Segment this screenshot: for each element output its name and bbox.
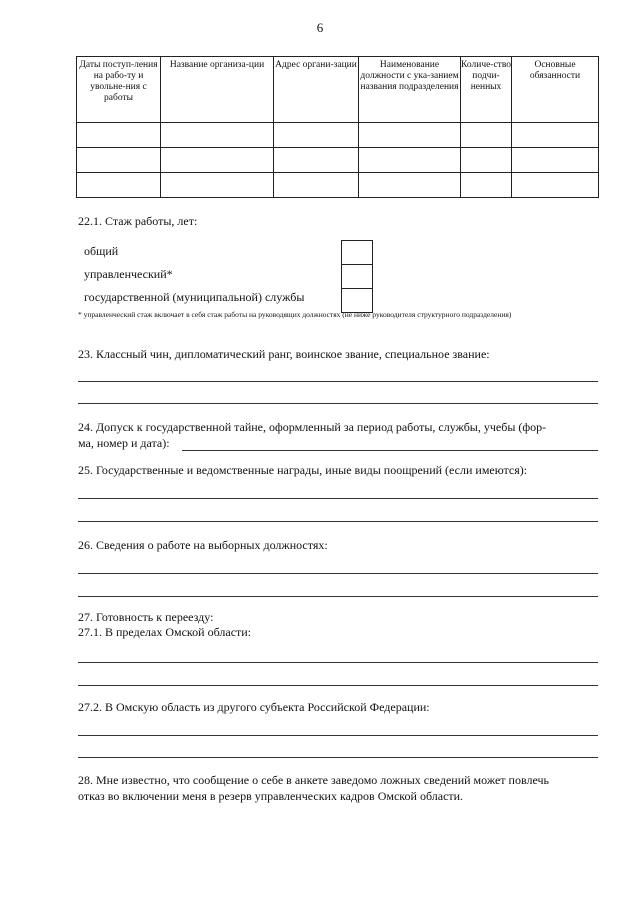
header-subordinates: Количе-ство подчи-ненных [461, 57, 512, 123]
table-cell[interactable] [512, 123, 599, 148]
stazh-civil-service-field[interactable] [342, 289, 372, 312]
section-27-title: 27. Готовность к переезду: [78, 610, 214, 624]
table-cell[interactable] [77, 173, 161, 198]
header-org-name: Название организа-ции [161, 57, 274, 123]
table-row [77, 148, 599, 173]
table-cell[interactable] [359, 173, 461, 198]
table-cell[interactable] [161, 173, 274, 198]
table-cell[interactable] [77, 148, 161, 173]
stazh-footnote: * управленческий стаж включает в себя стаж работы на руководящих должностях (не ниже руководителя структурного подразделения) [78, 310, 512, 319]
table-cell[interactable] [161, 123, 274, 148]
section-26-line-1[interactable] [78, 573, 598, 574]
section-23-line-2[interactable] [78, 403, 598, 404]
section-26-title: 26. Сведения о работе на выборных должностях: [78, 538, 328, 552]
section-23-line-1[interactable] [78, 381, 598, 382]
table-cell[interactable] [359, 148, 461, 173]
table-row [77, 123, 599, 148]
table-cell[interactable] [461, 148, 512, 173]
table-cell[interactable] [161, 148, 274, 173]
section-28-line-1: 28. Мне известно, что сообщение о себе в анкете заведомо ложных сведений может повлечь [78, 773, 549, 787]
stazh-management-label: управленческий* [84, 267, 173, 281]
section-27-1-line-2[interactable] [78, 685, 598, 686]
section-25-line-2[interactable] [78, 521, 598, 522]
header-org-address: Адрес органи-зации [274, 57, 359, 123]
table-row [77, 173, 599, 198]
header-position: Наименование должности с ука-занием названия подразделения [359, 57, 461, 123]
page-number: 6 [316, 20, 324, 35]
table-cell[interactable] [274, 148, 359, 173]
section-23-title: 23. Классный чин, дипломатический ранг, воинское звание, специальное звание: [78, 347, 490, 361]
stazh-boxes [341, 240, 373, 313]
section-25-line-1[interactable] [78, 498, 598, 499]
table-cell[interactable] [512, 173, 599, 198]
section-26-line-2[interactable] [78, 596, 598, 597]
section-27-1-line-1[interactable] [78, 662, 598, 663]
stazh-management-field[interactable] [342, 265, 372, 289]
table-cell[interactable] [512, 148, 599, 173]
header-dates: Даты поступ-ления на рабо-ту и увольне-ния с работы [77, 57, 161, 123]
stazh-civil-service-label: государственной (муниципальной) службы [84, 290, 305, 304]
section-27-2-line-2[interactable] [78, 757, 598, 758]
section-27-2-line-1[interactable] [78, 735, 598, 736]
header-duties: Основные обязанности [512, 57, 599, 123]
table-header-row [77, 57, 599, 123]
section-22-1-title: 22.1. Стаж работы, лет: [78, 214, 198, 228]
section-24-line[interactable] [182, 450, 598, 451]
table-cell[interactable] [77, 123, 161, 148]
section-27-1-title: 27.1. В пределах Омской области: [78, 625, 252, 639]
section-24-line-2: ма, номер и дата): [78, 436, 170, 450]
stazh-total-label: общий [84, 244, 119, 258]
work-history-table [76, 56, 599, 198]
table-cell[interactable] [274, 173, 359, 198]
section-28-line-2: отказ во включении меня в резерв управленческих кадров Омской области. [78, 789, 464, 803]
table-cell[interactable] [461, 123, 512, 148]
section-25-title: 25. Государственные и ведомственные награды, иные виды поощрений (если имеются): [78, 463, 528, 477]
section-27-2-title: 27.2. В Омскую область из другого субъекта Российской Федерации: [78, 700, 430, 714]
table-cell[interactable] [359, 123, 461, 148]
table-cell[interactable] [274, 123, 359, 148]
stazh-total-field[interactable] [342, 241, 372, 265]
section-24-line-1: 24. Допуск к государственной тайне, оформленный за период работы, службы, учебы (фор- [78, 420, 547, 434]
table-cell[interactable] [461, 173, 512, 198]
